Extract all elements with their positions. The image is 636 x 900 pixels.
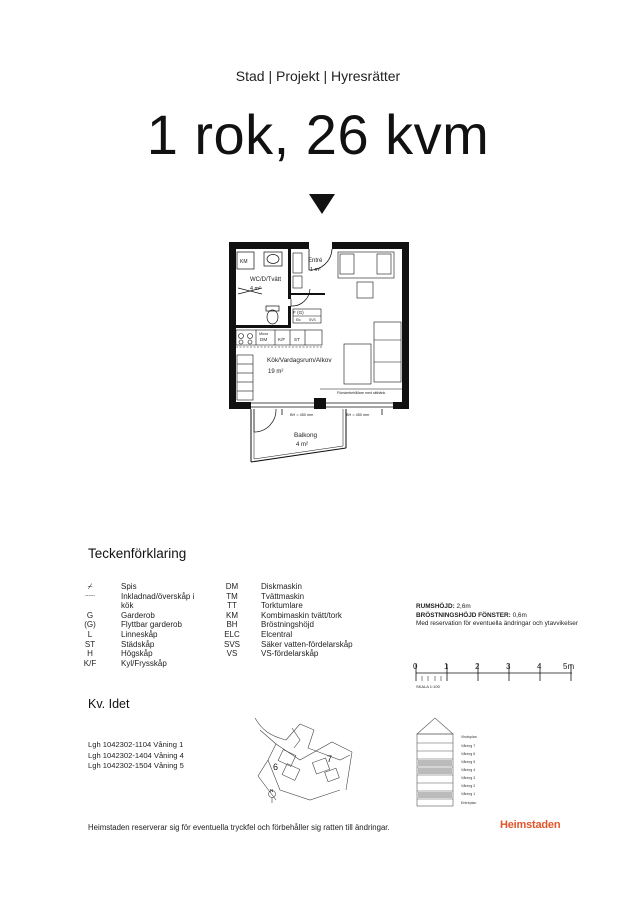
floor-label-2: Våning 2 <box>461 784 476 788</box>
footer-note: Heimstaden reserverar sig för eventuella tryckfel och förbehåller sig ratten till ändringar. <box>88 823 390 832</box>
legend-row <box>75 640 194 650</box>
room-info <box>416 603 578 629</box>
apartment-item: Lgh 1042302-1104 Våning 1 <box>88 740 184 749</box>
scale-tick-2: 2 <box>475 662 480 671</box>
legend-desc: Inkladnad/överskåp i <box>121 591 195 601</box>
legend-code: DM <box>225 582 239 591</box>
legend-desc: Säker vatten-fördelarskåp <box>261 639 353 649</box>
bh-label-b: BH = 450 mm <box>346 413 370 417</box>
brand-logo: Heimstaden <box>500 819 561 831</box>
legend-desc: Tvättmaskin <box>261 591 305 601</box>
balcony-door <box>254 409 276 432</box>
legend-column-1 <box>75 582 194 668</box>
building-7-label: 7 <box>327 754 333 764</box>
sill-label: BRÖSTNINGSHÖJD FÖNSTER: <box>416 611 511 619</box>
legend-desc: Kyl/Frysskåp <box>121 658 167 668</box>
floor-label-6: Våning 6 <box>461 752 476 756</box>
floor-label-7: Våning 7 <box>461 744 476 748</box>
legend-row <box>217 611 353 621</box>
legend-code: K/F <box>83 658 97 668</box>
block-heading: Kv. Idet <box>88 697 130 711</box>
floor-highlight-4 <box>418 768 452 774</box>
legend-code: SVS <box>223 639 240 649</box>
legend-code <box>75 601 105 611</box>
legend-desc: Flyttbar garderob <box>121 620 182 630</box>
scale-tick-4: 4 <box>537 662 542 671</box>
floor-label-3: Våning 3 <box>461 776 476 780</box>
room-balkong-area: 4 m² <box>296 442 308 448</box>
legend-code: ST <box>84 639 96 649</box>
apartment-item: Lgh 1042302-1404 Våning 4 <box>88 750 184 760</box>
legend-heading: Teckenförklaring <box>88 546 187 561</box>
north-label: N <box>270 788 274 793</box>
floor-label-bottom: Entréplan <box>461 801 477 805</box>
svs-label: SVS <box>309 318 316 322</box>
scale-label: SKALA 1:100 <box>416 684 440 689</box>
legend-desc: Torktumlare <box>261 601 303 611</box>
room-entre-name: Entré <box>308 258 323 264</box>
legend-code: L <box>87 629 93 639</box>
legend-row <box>217 640 353 650</box>
floor-highlight-5 <box>418 760 452 766</box>
legend-code: ELC <box>224 629 240 639</box>
legend-row <box>75 592 194 602</box>
legend-desc: VS-fördelarskåp <box>261 649 319 659</box>
scale-tick-5: 5m <box>563 662 575 671</box>
floor-label-1: Våning 1 <box>461 792 476 796</box>
kf-label: K/F <box>278 337 286 342</box>
legend-code: ------ <box>85 592 95 599</box>
room-kitchen-area: 19 m² <box>268 369 284 375</box>
legend-row <box>75 611 194 621</box>
legend-desc: Städskåp <box>121 639 155 649</box>
page-subtitle: Stad | Projekt | Hyresrätter <box>235 68 401 84</box>
legend-desc: Garderob <box>121 610 155 620</box>
elc-label: Elc <box>296 318 301 322</box>
sill-value: 0,6m <box>512 611 527 619</box>
legend-desc: Linneskåp <box>121 629 158 639</box>
height-label: RUMSHÖJD: <box>416 603 455 610</box>
scale-tick-1: 1 <box>444 662 449 671</box>
micro-label: Micro <box>259 332 269 336</box>
scale-tick-3: 3 <box>506 662 511 671</box>
room-kitchen-name: Kök/Vardagsrum/Alkov <box>267 357 332 364</box>
legend-code: KM <box>226 610 238 620</box>
bh-label-a: BH = 450 mm <box>290 413 314 417</box>
scale-tick-0: 0 <box>413 662 418 671</box>
legend-row <box>75 630 194 640</box>
legend-desc: Elcentral <box>261 629 293 639</box>
legend-desc: Högskåp <box>121 649 153 659</box>
legend-desc: Spis <box>121 582 137 591</box>
legend-row <box>217 601 353 611</box>
legend-code: G <box>86 610 94 620</box>
legend-code: BH <box>226 620 238 630</box>
apartment-item: Lgh 1042302-1504 Våning 5 <box>88 761 184 771</box>
bathroom-door <box>291 289 310 306</box>
scale-bar <box>416 662 575 681</box>
legend-row <box>217 649 353 659</box>
floor-label-top: Vindsplan <box>461 735 477 739</box>
legend-row <box>217 630 353 640</box>
legend-row <box>75 582 194 592</box>
legend-row <box>217 582 353 592</box>
legend-row <box>217 592 353 602</box>
room-entre-area: 1 m² <box>310 267 321 273</box>
floor-label-4: Våning 4 <box>461 768 476 772</box>
page-title: 1 rok, 26 kvm <box>146 103 490 166</box>
legend-code: (G) <box>84 620 96 630</box>
room-wc-area: 4 m² <box>250 286 261 292</box>
fg-label: F (G) <box>293 310 304 315</box>
window-bench-note: Fönsterbehållare med sittbänk <box>337 391 386 395</box>
legend-row <box>75 620 194 630</box>
entrance-arrow-icon <box>309 194 335 214</box>
room-balkong-name: Balkong <box>294 432 318 439</box>
floor-label-5: Våning 5 <box>461 760 476 764</box>
legend-row <box>75 601 194 611</box>
legend-code: VS <box>226 649 238 659</box>
legend-code: ⌿ <box>87 582 93 591</box>
floor-highlight-1 <box>418 792 452 798</box>
building-6-label: 6 <box>273 762 279 772</box>
legend-row <box>75 659 194 669</box>
km-label: KM <box>240 259 248 265</box>
legend-column-2 <box>217 582 353 659</box>
legend-row <box>75 649 194 659</box>
legend-desc: Diskmaskin <box>261 582 302 591</box>
dm-label: DM <box>260 337 268 342</box>
room-wc-name: WC/D/Tvätt <box>250 277 281 283</box>
legend-code: TM <box>226 591 238 601</box>
st-label: ST <box>294 337 300 342</box>
legend-code: H <box>87 649 93 659</box>
legend-desc: kök <box>121 601 134 611</box>
legend-code: TT <box>227 601 237 611</box>
apartment-list <box>88 740 184 772</box>
legend-desc: Bröstningshöjd <box>261 620 314 630</box>
legend-desc: Kombimaskin tvätt/tork <box>261 610 342 620</box>
legend-row <box>217 620 353 630</box>
height-value: 2,6m <box>456 603 471 610</box>
disclaimer: Med reservation för eventuella ändringar och ytavvikelser <box>416 620 578 628</box>
